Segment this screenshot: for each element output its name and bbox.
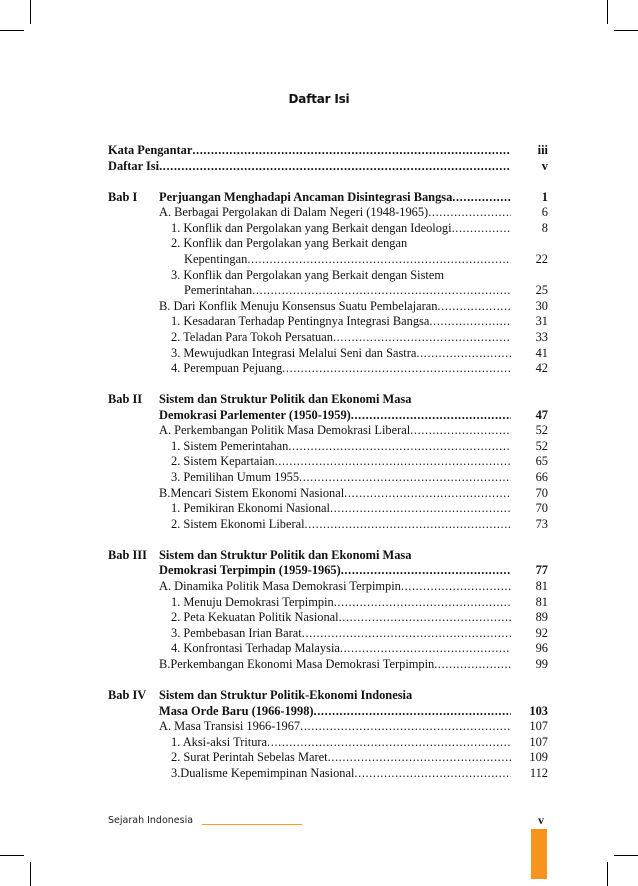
toc-entry[interactable]	[108, 346, 548, 362]
toc-entry[interactable]	[108, 595, 548, 611]
toc-entry-text: A. Berbagai Pergolakan di Dalam Negeri (1948-1965)	[159, 205, 429, 220]
toc-entry-text: 3. Konflik dan Pergolakan yang Berkait dengan Sistem	[171, 267, 444, 282]
toc-page-number: 22	[535, 251, 548, 266]
toc-entry[interactable]	[108, 719, 548, 735]
toc-entry-text: Kata Pengantar	[108, 143, 193, 157]
toc-entry-text: 3. Mewujudkan Integrasi Melalui Seni dan Sastra	[171, 345, 417, 360]
toc-entry[interactable]	[108, 330, 548, 346]
toc-entry-text: B.Perkembangan Ekonomi Masa Demokrasi Terpimpin	[159, 656, 435, 671]
toc-page-number: 6	[541, 205, 548, 220]
toc-entry-text: 2. Konflik dan Pergolakan yang Berkait dengan	[171, 236, 408, 251]
toc-page-number: 33	[535, 329, 548, 344]
chapter-heading: Perjuangan Menghadapi Ancaman Disintegrasi Bangsa	[159, 189, 453, 204]
toc-entry-text: 3. Pemilihan Umum 1955	[171, 470, 300, 485]
chapter-heading: Demokrasi Parlementer (1950-1959)	[159, 407, 351, 422]
crop-mark	[607, 0, 608, 24]
toc-entry-text: 2. Sistem Ekonomi Liberal	[171, 516, 305, 531]
toc-entry-text: Pemerintahan	[184, 283, 253, 298]
toc-page-number: 42	[535, 361, 548, 376]
toc-entry[interactable]	[108, 486, 548, 502]
toc-page-number: 81	[535, 594, 548, 609]
crop-mark	[0, 30, 24, 31]
toc-entry[interactable]	[108, 283, 548, 299]
toc-entry[interactable]	[108, 470, 548, 486]
crop-mark	[614, 855, 638, 856]
toc-entry-text: 2. Sistem Kepartaian	[171, 454, 275, 469]
toc-entry[interactable]	[108, 236, 548, 252]
page-title: Daftar Isi	[288, 92, 350, 106]
toc-page-number: 8	[541, 220, 548, 235]
toc-entry-kata-pengantar[interactable]	[108, 143, 548, 159]
toc-entry-text: B.Mencari Sistem Ekonomi Nasional	[159, 485, 345, 500]
toc-page-number: 96	[535, 641, 548, 656]
toc-page-number: 107	[529, 719, 548, 734]
toc-page-number: 73	[535, 516, 548, 531]
chapter-label: Bab III	[108, 547, 147, 562]
toc-entry[interactable]	[108, 657, 548, 673]
toc-entry-text: 4. Perempuan Pejuang	[171, 361, 283, 376]
toc-chapter-2-cont[interactable]	[108, 408, 548, 424]
chapter-heading: Sistem dan Struktur Politik-Ekonomi Indonesia	[159, 687, 413, 702]
page-edge-tab	[531, 829, 547, 879]
chapter-label: Bab II	[108, 392, 143, 407]
chapter-heading: Demokrasi Terpimpin (1959-1965)	[159, 563, 341, 578]
toc-page-number: 70	[535, 501, 548, 516]
crop-mark	[0, 855, 24, 856]
toc-entry-text: B. Dari Konflik Menuju Konsensus Suatu Pembelajaran	[159, 298, 438, 313]
toc-entry[interactable]	[108, 268, 548, 284]
toc-entry-text: 1. Sistem Pemerintahan	[171, 438, 289, 453]
chapter-label: Bab I	[108, 189, 138, 204]
toc-chapter-4-cont[interactable]	[108, 704, 548, 720]
toc-chapter-1[interactable]	[108, 190, 548, 206]
toc-entry-text: A. Perkembangan Politik Masa Demokrasi Liberal	[159, 423, 411, 438]
toc-entry[interactable]	[108, 610, 548, 626]
toc-page-number: 92	[535, 625, 548, 640]
toc-entry[interactable]	[108, 221, 548, 237]
toc-entry-text: 2. Surat Perintah Sebelas Maret	[171, 750, 328, 765]
toc-chapter-3-cont[interactable]	[108, 563, 548, 579]
toc-entry[interactable]	[108, 361, 548, 377]
toc-page-number: 89	[535, 610, 548, 625]
toc-page-number: 112	[529, 765, 548, 780]
toc-page-number: 30	[535, 298, 548, 313]
toc-chapter-4[interactable]	[108, 688, 548, 704]
toc-entry-text: 2. Teladan Para Tokoh Persatuan	[171, 329, 333, 344]
toc-entry[interactable]	[108, 735, 548, 751]
toc-entry[interactable]	[108, 439, 548, 455]
toc-entry-text: 2. Peta Kekuatan Politik Nasional	[171, 610, 339, 625]
toc-page-number: 70	[535, 485, 548, 500]
toc-entry[interactable]	[108, 641, 548, 657]
toc-page-number: 66	[535, 470, 548, 485]
toc-page-number: 77	[535, 563, 548, 578]
toc-page-number: 25	[535, 283, 548, 298]
chapter-heading: Sistem dan Struktur Politik dan Ekonomi Masa	[159, 547, 412, 562]
toc-page-number: 31	[535, 314, 548, 329]
toc-entry-text: 1. Menuju Demokrasi Terpimpin	[171, 594, 334, 609]
toc-page-number: 1	[541, 189, 548, 204]
toc-entry-text: 4. Konfrontasi Terhadap Malaysia	[171, 641, 340, 656]
toc-entry[interactable]	[108, 750, 548, 766]
toc-page-number: 107	[529, 734, 548, 749]
toc-entry-text: 1. Aksi-aksi Tritura	[171, 734, 268, 749]
toc-page-number: 81	[535, 579, 548, 594]
toc-entry[interactable]	[108, 626, 548, 642]
toc-entry-text: 1. Kesadaran Terhadap Pentingnya Integrasi Bangsa	[171, 314, 430, 329]
toc-page-number: 41	[535, 345, 548, 360]
toc-entry[interactable]	[108, 579, 548, 595]
toc-chapter-2[interactable]	[108, 392, 548, 408]
chapter-heading: Sistem dan Struktur Politik dan Ekonomi Masa	[159, 392, 412, 407]
toc-entry-text: A. Masa Transisi 1966-1967	[159, 719, 301, 734]
toc-entry[interactable]	[108, 454, 548, 470]
toc-page-number: v	[541, 158, 548, 173]
toc-entry[interactable]	[108, 517, 548, 533]
toc-page-number: 65	[535, 454, 548, 469]
footer-page-number: v	[538, 813, 544, 827]
toc-entry-text: A. Dinamika Politik Masa Demokrasi Terpimpin	[159, 579, 401, 594]
footer-rule	[202, 824, 302, 825]
footer-book-title: Sejarah Indonesia	[108, 815, 194, 826]
toc-entry-text: 3.Dualisme Kepemimpinan Nasional	[171, 765, 355, 780]
crop-mark	[614, 30, 638, 31]
toc-entry[interactable]	[108, 314, 548, 330]
toc-chapter-3[interactable]	[108, 548, 548, 564]
chapter-heading: Masa Orde Baru (1966-1998)	[159, 703, 314, 718]
toc-page-number: 52	[535, 438, 548, 453]
toc-entry-text: 3. Pembebasan Irian Barat	[171, 625, 302, 640]
toc-entry[interactable]	[108, 501, 548, 517]
toc-entry-text: 1. Konflik dan Pergolakan yang Berkait dengan Ideologi	[171, 220, 452, 235]
toc-page-number: 99	[535, 656, 548, 671]
toc-page-number: 47	[535, 407, 548, 422]
toc-entry[interactable]	[108, 766, 548, 782]
toc-page-number: 109	[529, 750, 548, 765]
toc-page-number: 103	[529, 703, 548, 718]
toc-entry-daftar-isi[interactable]	[108, 159, 548, 175]
table-of-contents	[108, 143, 548, 782]
chapter-label: Bab IV	[108, 687, 147, 702]
toc-entry[interactable]	[108, 299, 548, 315]
toc-entry-text: 1. Pemikiran Ekonomi Nasional	[171, 501, 330, 516]
crop-mark	[30, 0, 31, 24]
toc-entry[interactable]	[108, 423, 548, 439]
toc-entry-text: Daftar Isi	[108, 158, 160, 173]
toc-page-number: 52	[535, 423, 548, 438]
toc-entry-text: Kepentingan	[184, 251, 248, 266]
toc-entry[interactable]	[108, 252, 548, 268]
toc-page-number: iii	[537, 143, 548, 157]
toc-entry[interactable]	[108, 205, 548, 221]
crop-mark	[607, 862, 608, 886]
crop-mark	[30, 862, 31, 886]
